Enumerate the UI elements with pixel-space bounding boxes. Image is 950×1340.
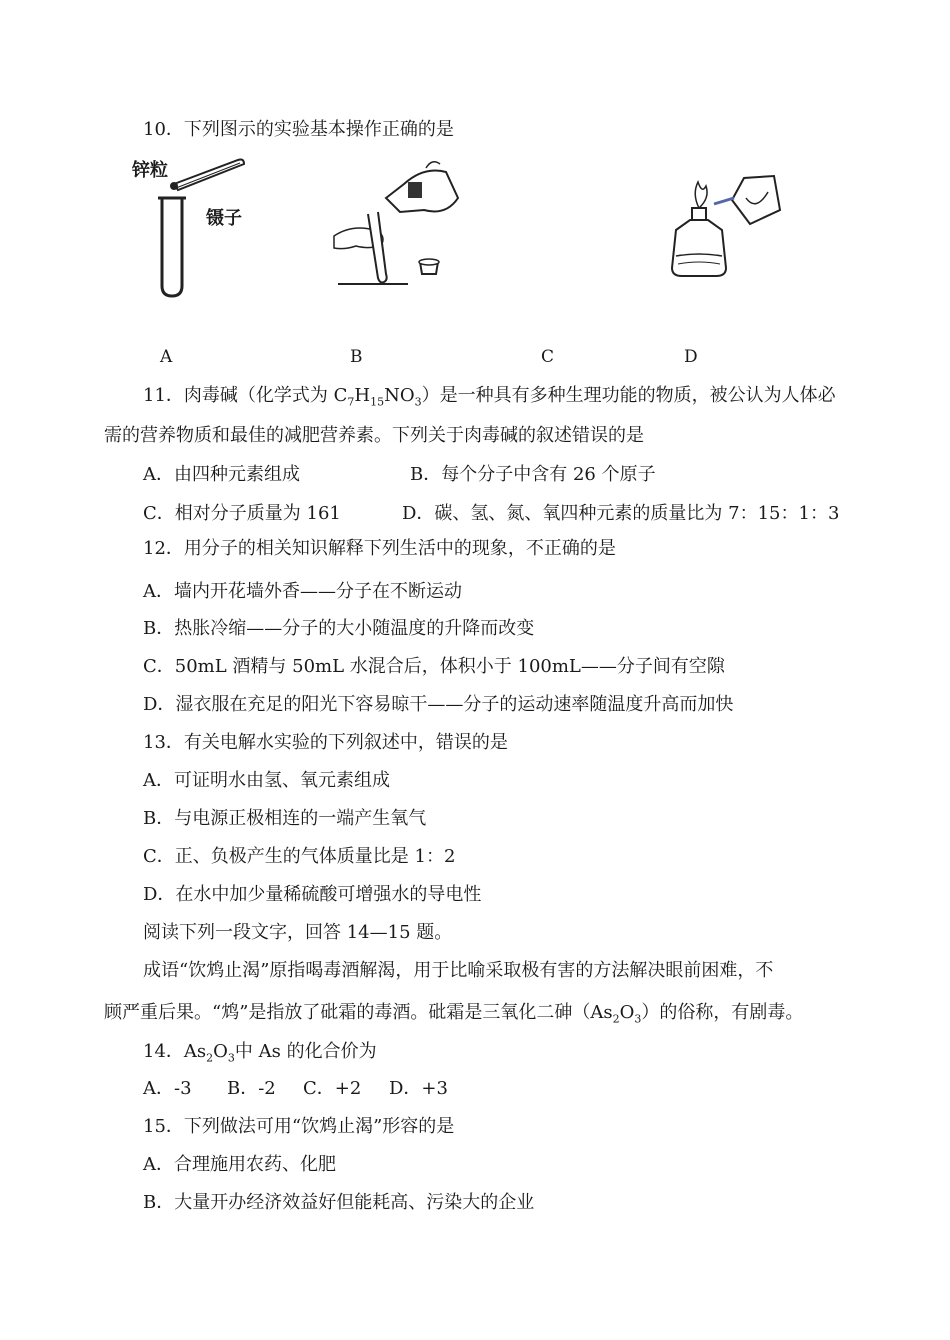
pouring-liquid-icon: [328, 158, 468, 290]
q12-option-c: C．50mL 酒精与 50mL 水混合后，体积小于 100mL——分子间有空隙: [143, 656, 725, 677]
reading-paragraph-line2: 顾严重后果。“鸩”是指放了砒霜的毒酒。砒霜是三氧化二砷$(As_2O_3)$的俗称，有剧毒。: [104, 1002, 804, 1026]
figure-cd-alcohol-lamp: [656, 172, 786, 284]
q14-options: [143, 1077, 448, 1101]
q14-option-a: A．-3: [143, 1078, 192, 1099]
q15-option-a: A．合理施用农药、化肥: [143, 1154, 336, 1175]
q13-option-c: C．正、负极产生的气体质量比是 1：2: [143, 846, 456, 867]
alcohol-lamp-icon: [656, 172, 786, 284]
q11-option-b: B．每个分子中含有 26 个原子: [410, 464, 656, 485]
q10-stem: 10．下列图示的实验基本操作正确的是: [143, 119, 454, 140]
reading-intro: 阅读下列一段文字，回答 14—15 题。: [143, 922, 453, 943]
q13-option-a: A．可证明水由氢、氧元素组成: [143, 770, 390, 791]
q12-option-b: B．热胀冷缩——分子的大小随温度的升降而改变: [143, 618, 535, 639]
q13-option-d: D．在水中加少量稀硫酸可增强水的导电性: [143, 884, 482, 905]
q10-option-d: D: [684, 347, 698, 367]
q14-option-c: C．+2: [303, 1078, 362, 1099]
q15-option-b: B．大量开办经济效益好但能耗高、污染大的企业: [143, 1192, 535, 1213]
q11-stem-line1: 11．肉毒碱（化学式为 $C_7H_{15}NO_3$）是一种具有多种生理功能的物质，被公认为人体必: [143, 385, 836, 409]
reading-paragraph-line1: 成语“饮鸩止渴”原指喝毒酒解渴，用于比喻采取极有害的方法解决眼前困难，不: [143, 960, 774, 981]
q11-option-c: C．相对分子质量为 161: [143, 503, 341, 524]
q12-option-d: D．湿衣服在充足的阳光下容易晾干——分子的运动速率随温度升高而加快: [143, 694, 734, 715]
q11-option-d: D．碳、氢、氮、氧四种元素的质量比为 7：15：1：3: [402, 503, 840, 524]
q15-stem: 15．下列做法可用“饮鸩止渴”形容的是: [143, 1116, 455, 1137]
q11-stem-line2: 需的营养物质和最佳的减肥营养素。下列关于肉毒碱的叙述错误的是: [104, 425, 644, 446]
q11-option-a: A．由四种元素组成: [143, 464, 300, 485]
q13-stem: 13．有关电解水实验的下列叙述中，错误的是: [143, 732, 508, 753]
zinc-label: 锌粒: [132, 160, 168, 181]
q14-option-d: D．+3: [389, 1078, 448, 1099]
q10-option-c: C: [541, 347, 555, 367]
tweezers-label: 镊子: [206, 208, 242, 229]
q14-option-b: B．-2: [227, 1078, 276, 1099]
q10-option-b: B: [350, 347, 363, 367]
figure-a-test-tube-tweezers: [128, 150, 268, 300]
q13-option-b: B．与电源正极相连的一端产生氧气: [143, 808, 427, 829]
q10-option-a: A: [160, 347, 173, 367]
q12-option-a: A．墙内开花墙外香——分子在不断运动: [143, 581, 462, 602]
figure-b-pouring-liquid: [328, 158, 468, 290]
q14-stem: 14．$As_2O_3$中 As 的化合价为: [143, 1041, 377, 1065]
q12-stem: 12．用分子的相关知识解释下列生活中的现象，不正确的是: [143, 538, 616, 559]
